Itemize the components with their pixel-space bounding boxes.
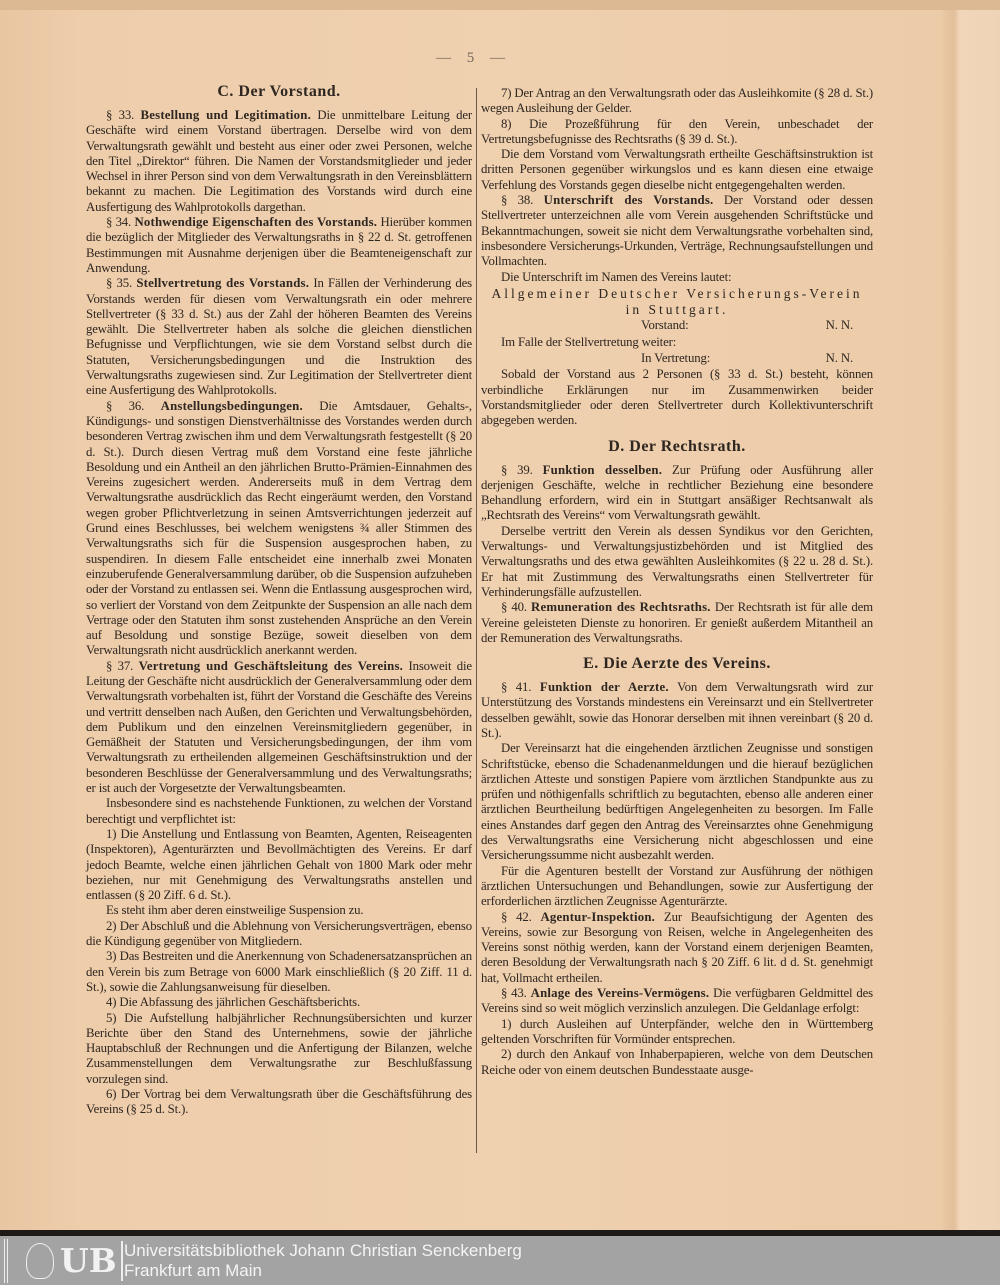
library-location: Frankfurt am Main bbox=[124, 1261, 262, 1280]
library-name: Universitätsbibliothek Johann Christian Senckenberg bbox=[124, 1241, 522, 1260]
paragraph-36 bbox=[86, 399, 472, 659]
paragraph-instruction: Die dem Vorstand vom Verwaltungsrath ertheilte Geschäftsinstruktion ist dritten Personen gegenüber wirkungslos und es kann diesen eine etwaige Verfehlung des Vorstands gegen dieselbe nicht entgegengehalten werden. bbox=[481, 147, 873, 192]
paragraph-text: Insoweit die Leitung der Geschäfte nicht ausdrücklich der Generalversammlung oder dem Verwaltungsrath vorbehalten ist, führt der Vorstand die Geschäfte des Vereins und vertritt denselben nach Außen, den Gerichten und Verwaltungsbehörden, dem Publikum und den einzelnen Vereinsmitgliedern gegenüber, in Gemäßheit der Statuten und Versicherungsbedingungen, der ihm vom Verwaltungsrath zu ertheilenden allgemeinen Geschäftsinstruktion und der besonderen Beschlüsse der Generalversammlung und des Verwaltungsraths; er ist auch der Vorgesetzte der Verwaltungsbeamten. bbox=[86, 658, 472, 796]
paragraph-text: Die unmittelbare Leitung der Geschäfte wird einem Vorstand übertragen. Derselbe wird von dem Verwaltungsrath gewählt und besteht aus einer oder zwei Personen, welche den Titel „Direktor“ führen. Die Namen der Vorstandsmitglieder und jeder Wechsel in ihrer Person sind von dem Verwaltungsrath in den Vereinsblättern bekannt zu machen. Die Legitimation des Vorstands wird durch eine Ausfertigung des Wahlprotokolls dargethan. bbox=[86, 108, 472, 214]
signature-name: N. N. bbox=[825, 318, 853, 333]
signature-vorstand bbox=[481, 318, 873, 333]
page-number: — 5 — bbox=[436, 50, 511, 66]
paragraph-text: Die Amtsdauer, Gehalts-, Kündigungs- und sonstigen Dienstverhältnisse des Vorstandes werden durch besonderen Vertrag zwischen ihm und dem Verwaltungsrath festgestellt (§ 20 d. St.). Durch diesen Vertrag muß dem Vorstand eine feste jährliche Besoldung und ein Antheil an den jährlichen Brutto-Prämien-Einnahmen des Vereins zugesichert werden. Andererseits muß in dem Vertrag dem Verwaltungsrathe ausdrücklich das Recht eingeräumt werden, den Vorstand wegen grober Pflichtverletzung in seinen Amtsverrichtungen jederzeit auf Grund eines Beschlusses, bei welchem wenigstens ¾ aller Stimmen des Verwaltungsraths sich für die Suspension ausgesprochen haben, zu suspendiren. In diesem Falle entscheidet eine innerhalb zwei Monaten einzuberufende Generalversammlung darüber, ob die Suspension aufzuheben oder der Vorstand zu entlassen sei. Wenn die Entlassung ausgesprochen wird, so verliert der Vorstand von dem Zeitpunkte der Suspension an alle nach dem Vertrage oder den Statuten ihm sonst zustehenden Ansprüche an den Verein auf Besoldung und sonstige Bezüge, soweit dieselben von dem Verwaltungsrath nicht ausdrücklich anerkannt werden. bbox=[86, 398, 472, 658]
paragraph-title: Bestellung und Legitimation. bbox=[140, 108, 311, 122]
paragraph-text: Zur Prüfung oder Ausführung aller derjenigen Geschäfte, welche in rechtlicher Beziehung eine besondere Behandlung erfordern, wird ein in Stuttgart ansäßiger Rechtsanwalt als „Rechtsrath des Vereins“ vom Verwaltungsrath gewählt. bbox=[481, 462, 873, 523]
signature-name: N. N. bbox=[825, 351, 853, 366]
list-item: 4) Die Abfassung des jährlichen Geschäftsberichts. bbox=[106, 995, 361, 1010]
list-item: 2) Der Abschluß und die Ablehnung von Versicherungsverträgen, ebenso die Kündigung gegenüber von Mitgliedern. bbox=[86, 918, 472, 949]
paragraph-title: Funktion desselben. bbox=[542, 462, 663, 477]
paragraph-text: In Fällen der Verhinderung des Vorstands werden für diesen vom Verwaltungsrath ein oder mehrere Stellvertreter (§ 33 d. St.) aus der Zahl der höheren Beamten des Vereins gewählt. Die Stellvertreter haben als solche die gleichen dienstlichen Befugnisse und Verpflichtungen, wie sie dem Vorstand selbst durch die Statuten, Versicherungsbedingungen und die Instruktion des Verwaltungsraths zugewiesen sind. Zur Legitimation der Stellvertreter dient eine Ausfertigung des Wahlprotokolls. bbox=[86, 276, 472, 398]
paragraph-title: Funktion der Aerzte. bbox=[539, 680, 669, 695]
list-item: 8) Die Prozeßführung für den Verein, unbeschadet der Vertretungsbefugnisse des Rechtsraths (§ 39 d. St.). bbox=[481, 116, 873, 146]
section-heading-e: E. Die Aerzte des Vereins. bbox=[583, 655, 771, 673]
paragraph-title: Anstellungsbedingungen. bbox=[160, 398, 303, 413]
paragraph-text: Zur Beaufsichtigung der Agenten des Vereins, sowie zur Besorgung von Reisen, welche in Angelegenheiten des Vereins sonst nöthig werden, kann der Vorstand einem derjenigen Beamten, deren Besoldung der Verwaltungsrath nach § 20 Ziff. 6 lit. d d. St. genehmigt hat, Vollmacht ertheilen. bbox=[481, 909, 873, 985]
list-item: 5) Die Aufstellung halbjährlicher Rechnungsübersichten und kurzer Berichte über den Stand des Unternehmens, sowie der jährliche Hauptabschluß der Rechnungen und die Anfertigung der Bilanzen, welche Zusammenstellungen dem Verwaltungsrathe zur Beschlußfassung vorzulegen sind. bbox=[86, 1010, 472, 1086]
paragraph-43 bbox=[481, 986, 873, 1017]
left-column bbox=[86, 80, 472, 1118]
paragraph-text: Hierüber kommen die bezüglich der Mitglieder des Verwaltungsraths in § 22 d. St. getroffenen Bestimmungen mit Ausnahme derjenigen über die Beamteneigenschaft zur Anwendung. bbox=[86, 215, 472, 275]
paragraph-number: § 35. bbox=[106, 276, 133, 291]
paragraph-37-functions: Insbesondere sind es nachstehende Funktionen, zu welchen der Vorstand berechtigt und verpflichtet ist: bbox=[86, 796, 472, 826]
paragraph-41-agenturen: Für die Agenturen bestellt der Vorstand zur Ausführung der nöthigen ärztlichen Untersuchungen und Behandlungen, sowie zur Ausfertigung der erforderlichen ärztlichen Zeugnisse Agenturärzte. bbox=[481, 863, 873, 909]
paragraph-number: § 42. bbox=[501, 909, 532, 924]
ub-logo bbox=[4, 1239, 117, 1283]
paragraph-number: § 38. bbox=[501, 193, 534, 208]
paragraph-number: § 34. bbox=[106, 215, 132, 230]
paragraph-title: Remuneration des Rechtsraths. bbox=[531, 600, 711, 615]
paragraph-number: § 33. bbox=[106, 108, 135, 122]
section-heading-c: C. Der Vorstand. bbox=[217, 83, 341, 100]
right-column bbox=[481, 86, 873, 1078]
paragraph-title: Vertretung und Geschäftsleitung des Vereins. bbox=[138, 658, 404, 673]
signature-label: In Vertretung: bbox=[641, 351, 711, 366]
paragraph-38 bbox=[481, 193, 873, 269]
paragraph-40 bbox=[481, 600, 873, 646]
paragraph-number: § 41. bbox=[501, 680, 532, 695]
paragraph-title: Stellvertretung des Vorstands. bbox=[136, 276, 310, 291]
paragraph-text: Der Vorstand oder dessen Stellvertreter unterzeichnen alle vom Verein ausgehenden Schriftstücke und Bekanntmachungen, soweit sie nicht dem Verwaltungsrathe vorbehalten sind, insbesondere Versicherungs-Urkunden, Verträge, Rechnungsaufstellungen und Vollmachten. bbox=[481, 193, 873, 269]
logo-text: UB bbox=[60, 1241, 123, 1281]
paragraph-number: § 36. bbox=[106, 398, 145, 413]
list-item: 6) Der Vortrag bei dem Verwaltungsrath über die Geschäftsführung des Vereins (§ 25 d. St.). bbox=[86, 1087, 472, 1117]
signature-stellvertretung: Im Falle der Stellvertretung weiter: bbox=[501, 334, 677, 349]
paragraph-title: Anlage des Vereins-Vermögens. bbox=[530, 986, 710, 1001]
paragraph-33 bbox=[86, 108, 472, 215]
signature-label: Vorstand: bbox=[641, 318, 689, 333]
paragraph-title: Agentur-Inspektion. bbox=[540, 909, 656, 924]
paragraph-34 bbox=[86, 215, 472, 276]
paragraph-41 bbox=[481, 680, 873, 741]
portrait-icon bbox=[26, 1243, 54, 1279]
paragraph-text: Die verfügbaren Geldmittel des Vereins sind so weit möglich verzinslich anzulegen. Die Geldanlage erfolgt: bbox=[481, 986, 873, 1016]
list-item: 7) Der Antrag an den Verwaltungsrath oder das Ausleihkomite (§ 28 d. St.) wegen Ausleihung der Gelder. bbox=[481, 86, 873, 116]
signature-intro: Die Unterschrift im Namen des Vereins lautet: bbox=[501, 269, 732, 284]
paragraph-37 bbox=[86, 659, 472, 797]
signature-line-2: in Stuttgart. bbox=[625, 302, 729, 318]
list-item: 2) durch den Ankauf von Inhaberpapieren, welche von dem Deutschen Reiche oder von einem deutschen Bundesstaate ausge- bbox=[481, 1047, 873, 1077]
section-heading-d: D. Der Rechtsrath. bbox=[608, 437, 746, 455]
paragraph-title: Unterschrift des Vorstands. bbox=[543, 193, 714, 208]
paragraph-text: Von dem Verwaltungsrath wird zur Unterstützung des Vorstands mindestens ein Vereinsarzt und ein Stellvertreter desselben gewählt, sowie das Honorar derselben mit ihnen vereinbart (§ 20 d. St.). bbox=[481, 680, 873, 740]
signature-line-1: Allgemeiner Deutscher Versicherungs-Verein bbox=[491, 285, 863, 301]
page-top-edge bbox=[0, 0, 1000, 10]
paragraph-35 bbox=[86, 276, 472, 398]
paragraph-41-vereinsarzt: Der Vereinsarzt hat die eingehenden ärztlichen Zeugnisse und sonstigen Schriftstücke, ebenso die Schadenanmeldungen und die hierauf bezüglichen ärztlichen Atteste und sonstigen Papiere vom ärztlichen Standpunkte aus zu prüfen und nöthigenfalls schriftlich zu begutachten, ebenso alle anderen einer ärztlichen Beurtheilung bedürftigen Angelegenheiten zu besorgen. Im Falle eines Anstandes darf gegen den Antrag des Vereinsarztes ohne Genehmigung des Verwaltungsraths eine Versicherung nicht abgeschlossen und eine Versicherungssumme nicht ausbezahlt werden. bbox=[481, 741, 873, 863]
paragraph-38-collective: Sobald der Vorstand aus 2 Personen (§ 33 d. St.) besteht, können verbindliche Erklärungen nur im Zusammenwirken beider Vorstandsmitglieder oder deren Stellvertreter durch Kollektivunterschrift abgegeben werden. bbox=[481, 367, 873, 428]
paragraph-title: Nothwendige Eigenschaften des Vorstands. bbox=[134, 215, 378, 230]
list-item: 1) Die Anstellung und Entlassung von Beamten, Agenten, Reiseagenten (Inspektoren), Agenturärzten und Bevollmächtigten des Vereins. Er darf jedoch Beamte, welche einen jährlichen Gehalt von 1800 Mark oder mehr beziehen, nur mit Genehmigung des Verwaltungsraths anstellen und entlassen (§ 20 Ziff. 6 d. St.). bbox=[86, 826, 472, 903]
list-item: 3) Das Bestreiten und die Anerkennung von Schadenersatzansprüchen an den Verein bis zum Betrage von 6000 Mark einschließlich (§ 20 Ziff. 11 d. St.), sowie die Zahlungsanweisung für dieselben. bbox=[86, 949, 472, 994]
signature-vertretung bbox=[481, 351, 873, 366]
library-footer bbox=[0, 1236, 1000, 1285]
paragraph-number: § 43. bbox=[501, 986, 527, 1001]
paragraph-number: § 37. bbox=[106, 658, 134, 673]
column-divider bbox=[476, 88, 477, 1153]
paragraph-number: § 40. bbox=[501, 600, 527, 615]
paragraph-42 bbox=[481, 910, 873, 986]
list-item: Es steht ihm aber deren einstweilige Suspension zu. bbox=[106, 903, 364, 918]
paragraph-39 bbox=[481, 463, 873, 524]
list-item: 1) durch Ausleihen auf Unterpfänder, welche den in Württemberg geltenden Vorschriften für Vormünder entsprechen. bbox=[481, 1016, 873, 1046]
paragraph-number: § 39. bbox=[501, 462, 533, 477]
paragraph-text: Der Rechtsrath ist für alle dem Vereine geleisteten Dienste zu honoriren. Er genießt außerdem Mitantheil an der Remuneration des Verwaltungsraths. bbox=[481, 600, 873, 645]
paragraph-39-syndikus: Derselbe vertritt den Verein als dessen Syndikus vor den Gerichten, Verwaltungs- und Verwaltungsjustizbehörden und ist Mitglied des Verwaltungsraths und des etwa gewählten Ausleihkomites (§ 22 u. 28 d. St.). Er hat mit Zustimmung des Verwaltungsraths einen Stellvertreter für Verhinderungsfälle aufzustellen. bbox=[481, 523, 873, 599]
